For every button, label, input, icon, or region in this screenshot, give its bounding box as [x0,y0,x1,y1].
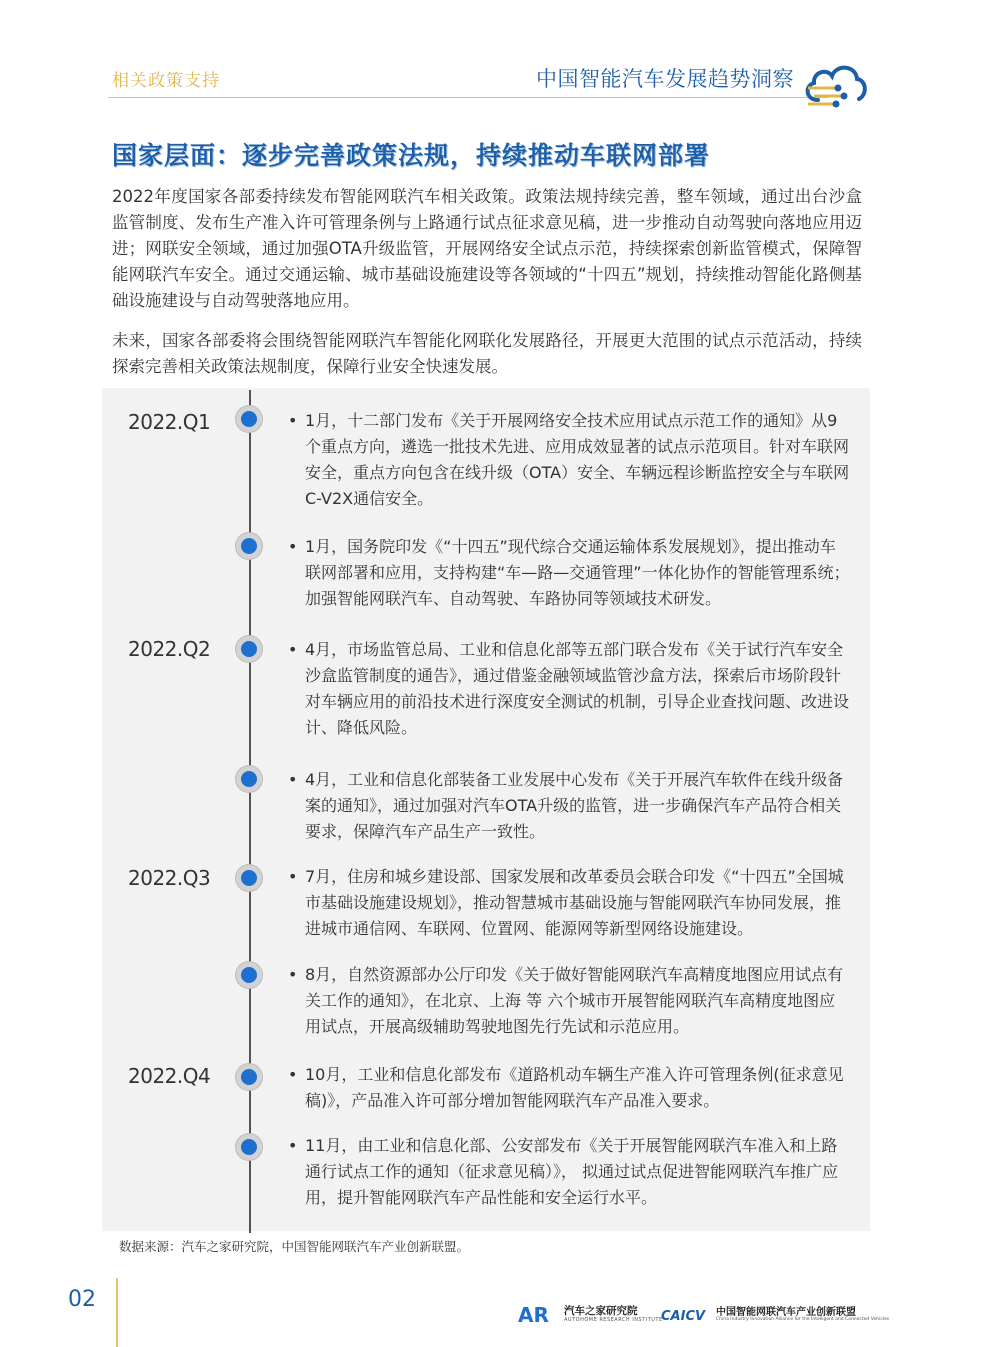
timeline-item-text: 4月，工业和信息化部装备工业发展中心发布《关于开展汽车软件在线升级备案的通知》，通过加强对汽车OTA升级的监管，进一步确保汽车产品符合相关要求，保障汽车产品生产一致性。 [305,770,844,841]
bullet-icon: • [288,640,298,659]
timeline-item [288,637,850,741]
header-section-label: 相关政策支持 [112,71,220,91]
timeline-item [288,1062,850,1114]
timeline-item [288,767,850,845]
autohome-logo-icon [516,1302,560,1326]
svg-text:AR: AR [518,1303,549,1326]
caicv-logo-icon [660,1302,714,1326]
timeline-dot [236,406,262,432]
outlook-paragraph: 未来，国家各部委将会围绕智能网联汽车智能化网联化发展路径，开展更大范围的试点示范活动，持续探索完善相关政策法规制度，保障行业安全快速发展。 [112,331,862,376]
timeline-item-text: 1月，国务院印发《“十四五”现代综合交通运输体系发展规划》，提出推动车联网部署和应用，支持构建“车—路—交通管理”一体化协作的智能管理系统；加强智能网联汽车、自动驾驶、车路协同等领域技术研发。 [305,537,850,608]
timeline-dot [236,1134,262,1160]
bullet-icon: • [288,965,298,984]
timeline-quarter-label: 2022.Q3 [128,866,211,890]
bullet-icon: • [288,537,298,556]
logo2-name: 中国智能网联汽车产业创新联盟 [716,1307,856,1318]
intro-paragraph: 2022年度国家各部委持续发布智能网联汽车相关政策。政策法规持续完善，整车领域，通过出台沙盒监管制度、发布生产准入许可管理条例与上路通行试点征求意见稿，进一步推动自动驾驶向落地应用迈进；网联安全领域，通过加强OTA升级监管，开展网络安全试点示范，持续探索创新监管模式，保障智能网联汽车安全。通过交通运输、城市基础设施建设等各领域的“十四五”规划，持续推动智能化路侧基础设施建设与自动驾驶落地应用。 [112,187,862,310]
timeline-quarter-label: 2022.Q4 [128,1064,211,1088]
timeline-quarter-label: 2022.Q2 [128,637,211,661]
timeline-item-text: 11月，由工业和信息化部、公安部发布《关于开展智能网联汽车准入和上路通行试点工作的通知（征求意见稿）》， 拟通过试点促进智能网联汽车推广应用，提升智能网联汽车产品性能和安全运行水平。 [305,1136,839,1207]
page-number: 02 [68,1287,96,1312]
svg-text:CAICV: CAICV [661,1309,706,1324]
timeline-dot [236,766,262,792]
timeline-dot [236,636,262,662]
timeline-item [288,864,850,942]
timeline-dot [236,533,262,559]
timeline-dot [236,1064,262,1090]
timeline-item-text: 7月，住房和城乡建设部、国家发展和改革委员会联合印发《“十四五”全国城市基础设施建设规划》，推动智慧城市基础设施与智能网联汽车协同发展，推进城市通信网、车联网、位置网、能源网等新型网络设施建设。 [305,867,844,938]
logo2-subtitle: China Industry Innovation Alliance for the Intelligent and Connected Vehicles [716,1317,890,1322]
footer-divider [116,1278,118,1347]
timeline-item-text: 10月，工业和信息化部发布《道路机动车辆生产准入许可管理条例(征求意见稿)》，产品准入许可部分增加智能网联汽车产品准入要求。 [305,1065,844,1110]
timeline-dot [236,962,262,988]
timeline-item-text: 1月，十二部门发布《关于开展网络安全技术应用试点示范工作的通知》从9个重点方向，遴选一批技术先进、应用成效显著的试点示范项目。针对车联网安全，重点方向包含在线升级（OTA）安全、车辆远程诊断监控安全与车联网C-V2X通信安全。 [305,411,850,508]
bullet-icon: • [288,1136,298,1155]
data-source-note: 数据来源：汽车之家研究院，中国智能网联汽车产业创新联盟。 [119,1239,470,1254]
caicv-logo [660,1302,890,1328]
timeline-item [288,408,850,512]
header-report-title: 中国智能汽车发展趋势洞察 [536,67,794,91]
cloud-circuit-icon [800,56,870,112]
page-title: 国家层面：逐步完善政策法规，持续推动车联网部署 [112,141,711,170]
timeline-dot [236,865,262,891]
timeline-item-text: 8月，自然资源部办公厅印发《关于做好智能网联汽车高精度地图应用试点有关工作的通知》，在北京、上海 等 六个城市开展智能网联汽车高精度地图应用试点，开展高级辅助驾驶地图先行先试和示范应用。 [305,965,844,1036]
autohome-research-logo [516,1302,663,1328]
bullet-icon: • [288,770,298,789]
header-divider [108,97,828,98]
timeline-item [288,534,850,612]
timeline-item [288,962,850,1040]
logo1-subtitle: AUTOHOME RESEARCH INSTITUTE [564,1317,663,1323]
bullet-icon: • [288,1065,298,1084]
timeline-axis [249,390,251,1233]
timeline-item-text: 4月，市场监管总局、工业和信息化部等五部门联合发布《关于试行汽车安全沙盒监管制度的通告》，通过借鉴金融领域监管沙盒方法，探索后市场阶段针对车辆应用的前沿技术进行深度安全测试的机制，引导企业查找问题、改进设计、降低风险。 [305,640,850,737]
timeline-item [288,1133,850,1211]
timeline-quarter-label: 2022.Q1 [128,410,211,434]
logo1-name: 汽车之家研究院 [564,1305,638,1317]
bullet-icon: • [288,411,298,430]
bullet-icon: • [288,867,298,886]
